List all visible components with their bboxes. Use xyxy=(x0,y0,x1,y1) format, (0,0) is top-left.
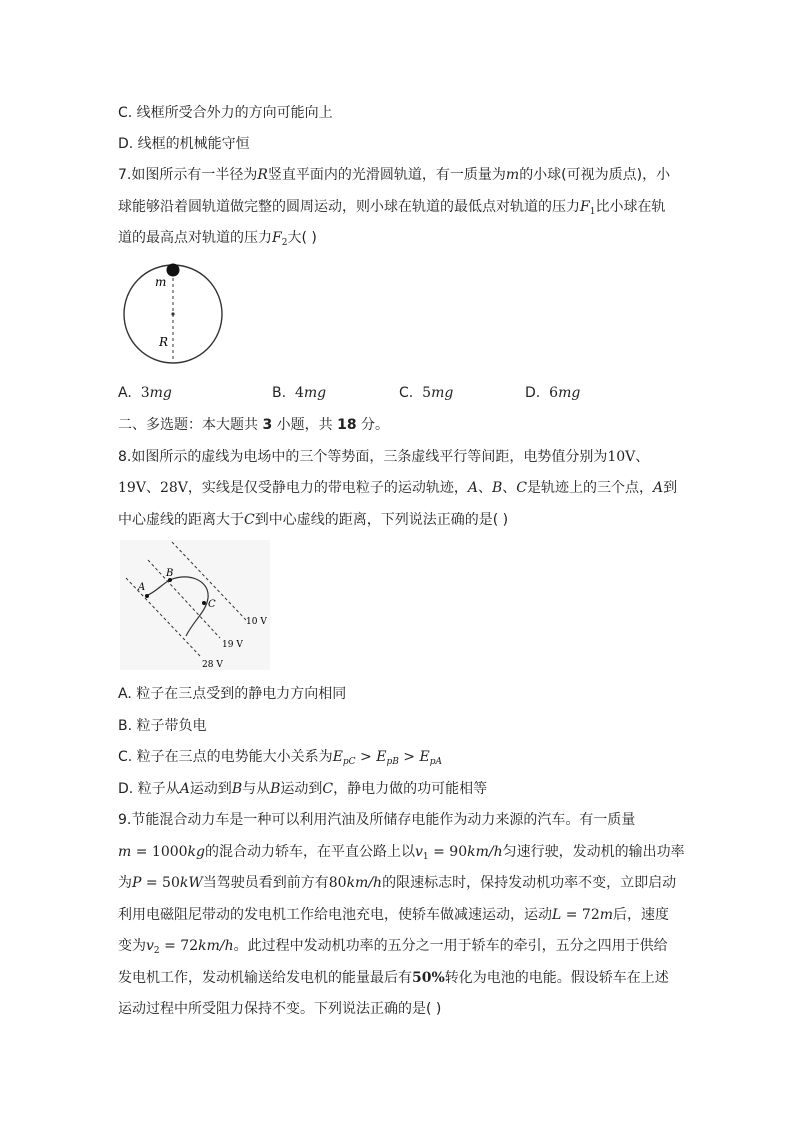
section-heading-multiple-choice: 二、多选题：本大题共 3 小题，共 18 分。 xyxy=(118,417,390,433)
q9-stem-line-4: 利用电磁阻尼带动的发电机工作给电池充电，使轿车做减速运动，运动L = 72m后，速度 xyxy=(118,907,670,923)
label-c: C xyxy=(208,599,216,610)
q8-option-b: B. 粒子带负电 xyxy=(118,718,207,734)
q9-stem-line-1: 9.节能混合动力车是一种可以利用汽油及所储存电能作为动力来源的汽车。有一质量 xyxy=(118,812,636,828)
q6-option-d: D. 线框的机械能守恒 xyxy=(118,136,250,152)
ball xyxy=(167,264,180,277)
mass-label: m xyxy=(155,275,167,289)
q8-option-c: C. 粒子在三点的电势能大小关系为$E_{pC} > E_{pB} > E_{pA}$ xyxy=(118,749,442,767)
radius-label: R xyxy=(159,335,169,349)
label-28v: 28 V xyxy=(202,660,223,670)
q7-stem-line-3: 道的最高点对轨道的压力$F_2$大( ) xyxy=(118,230,317,248)
q9-stem-line-2: m = 1000kg的混合动力轿车，在平直公路上以$v_1 = 90km/h$匀速行驶，发动机的输出功率 xyxy=(118,844,685,862)
q8-option-d: D. 粒子从A运动到B与从B运动到C，静电力做的功可能相等 xyxy=(118,781,488,797)
label-b: B xyxy=(166,568,174,579)
q9-stem-line-7: 运动过程中所受阻力保持不变。下列说法正确的是( ) xyxy=(118,1001,442,1017)
q7-option-c: C. 5mg xyxy=(399,385,454,401)
q8-stem-line-1: 8.如图所示的虚线为电场中的三个等势面，三条虚线平行等间距，电势值分别为10V、 xyxy=(118,449,650,465)
q9-stem-line-6: 发电机工作，发动机输送给发电机的能量最后有50%转化为电池的电能。假设轿车在上述 xyxy=(118,970,669,986)
q7-stem-line-2: 球能够沿着圆轨道做完整的圆周运动，则小球在轨道的最低点对轨道的压力$F_1$比小球在轨 xyxy=(118,199,666,217)
q9-stem-line-5: 变为$v_2 = 72km/h$。此过程中发动机功率的五分之一用于轿车的牵引，五分之四用于供给 xyxy=(118,938,668,956)
q7-stem-line-1: 7.如图所示有一半径为R竖直平面内的光滑圆轨道，有一质量为m的小球(可视为质点)，小 xyxy=(118,167,671,183)
q8-option-a: A. 粒子在三点受到的静电力方向相同 xyxy=(118,686,347,702)
q9-stem-line-3: 为P = 50kW当驾驶员看到前方有80km/h的限速标志时，保持发动机功率不变，立即启动 xyxy=(118,875,677,891)
q8-stem-line-3: 中心虚线的距离大于C到中心虚线的距离，下列说法正确的是( ) xyxy=(118,512,509,528)
q7-option-d: D. 6mg xyxy=(525,385,581,401)
label-a: A xyxy=(138,582,146,593)
q7-option-a: A. 3mg xyxy=(118,385,172,401)
q6-option-c: C. 线框所受合外力的方向可能向上 xyxy=(118,105,333,121)
q8-equipotential-figure xyxy=(120,540,270,670)
label-10v: 10 V xyxy=(246,617,267,627)
center-dot xyxy=(171,312,174,315)
point-c xyxy=(202,601,206,605)
point-a xyxy=(145,594,149,598)
q8-stem-line-2: 19V、28V，实线是仅受静电力的带电粒子的运动轨迹，A、B、C是轨迹上的三个点，A到 xyxy=(118,480,678,496)
label-19v: 19 V xyxy=(222,640,243,650)
q7-option-b: B. 4mg xyxy=(272,385,327,401)
q7-circular-track-figure xyxy=(118,262,228,367)
